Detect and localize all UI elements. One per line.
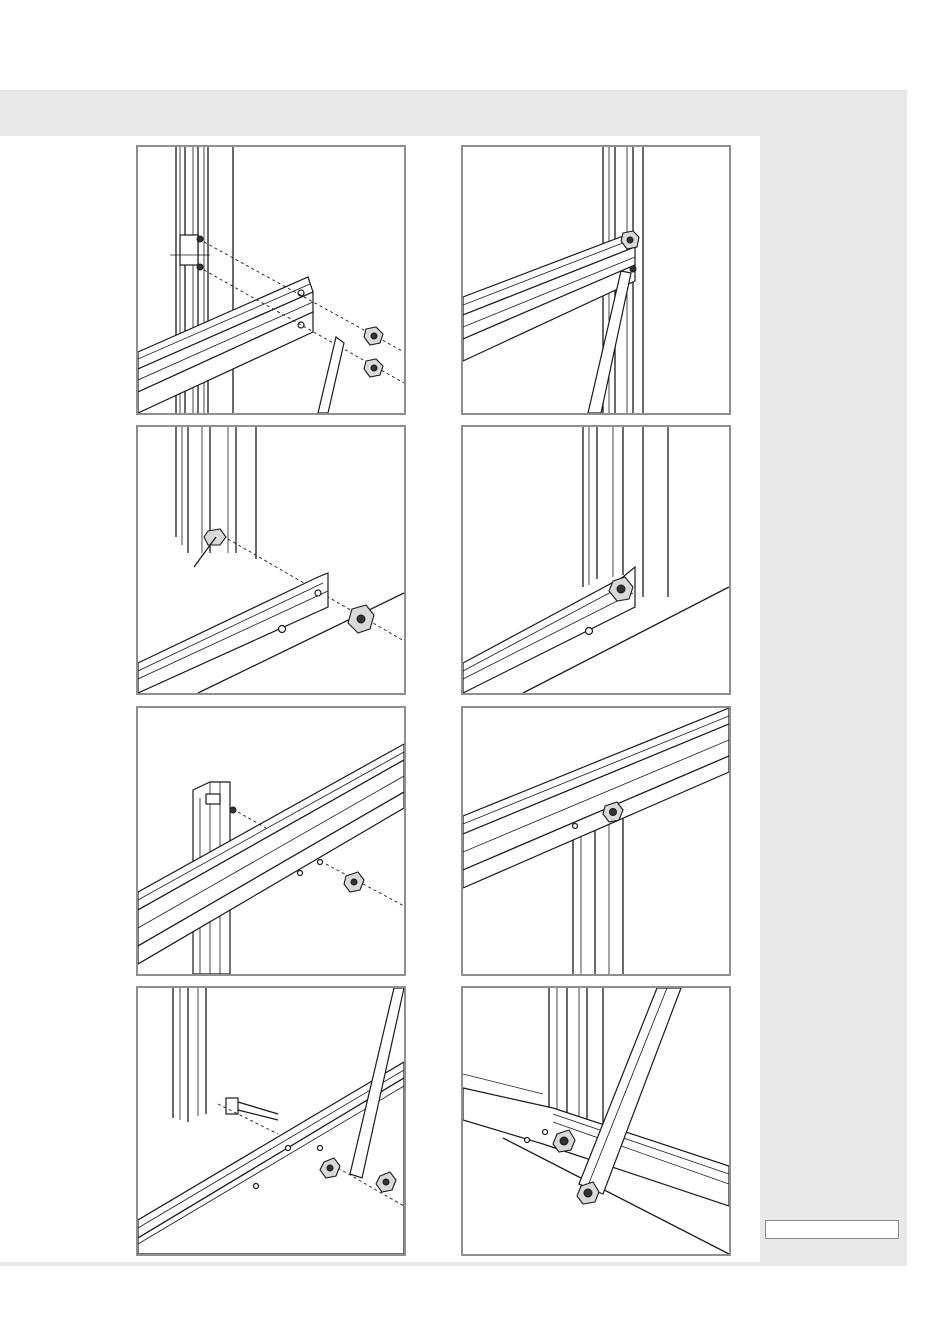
footer-band: [0, 1262, 907, 1266]
assembly-step-1: [136, 145, 406, 415]
assembly-step-4: [461, 425, 731, 695]
assembly-step-2: [461, 145, 731, 415]
assembly-step-3: [136, 425, 406, 695]
assembly-step-5: [136, 706, 406, 976]
page-number-box: [765, 1220, 899, 1239]
mid-post-rail-assembled-icon: [463, 708, 729, 974]
assembly-step-6: [461, 706, 731, 976]
bottom-rail-attach-nut-icon: [138, 427, 404, 693]
rail-attach-two-nuts-icon: [138, 147, 404, 413]
brace-bolt-assembled-icon: [463, 988, 729, 1254]
assembly-step-8: [461, 986, 731, 1256]
rail-attached-with-brace-icon: [463, 147, 729, 413]
side-band: [760, 136, 907, 1266]
mid-post-rail-attach-icon: [138, 708, 404, 974]
bottom-corner-assembled-icon: [463, 427, 729, 693]
brace-bolt-attach-icon: [138, 988, 404, 1254]
assembly-step-7: [136, 986, 406, 1256]
header-band: [0, 90, 907, 136]
